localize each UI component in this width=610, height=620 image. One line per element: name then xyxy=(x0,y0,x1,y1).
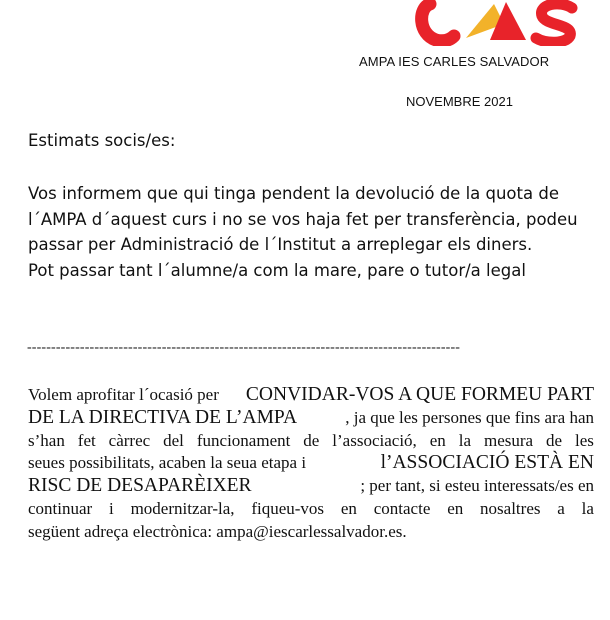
paragraph-line xyxy=(28,452,594,475)
paragraph-line: Pot passar tant l´alumne/a com la mare, pare o tutor/a legal xyxy=(28,260,526,280)
word: nosaltres xyxy=(480,498,541,518)
emphasis-risk: RISC DE DESAPARÈIXER xyxy=(28,475,252,497)
paragraph-line xyxy=(28,384,594,407)
emphasis-invitation: CONVIDAR-VOS A QUE FORMEU PART xyxy=(245,384,594,405)
word: contacte xyxy=(373,498,431,518)
refund-notice-paragraph xyxy=(28,181,608,283)
word: continuar xyxy=(28,498,93,518)
word: la xyxy=(458,430,472,450)
word: en xyxy=(429,430,446,450)
word: les xyxy=(575,430,594,450)
logo-letter-s xyxy=(536,4,572,42)
word: en xyxy=(340,498,357,518)
logo-letter-c xyxy=(422,4,454,41)
word: fiqueu-vos xyxy=(251,498,325,518)
word: s’han xyxy=(28,430,65,450)
emphasis-association: l’ASSOCIACIÓ ESTÀ EN xyxy=(380,452,594,474)
paragraph-line xyxy=(28,498,594,521)
word: l’associació, xyxy=(332,430,417,450)
text-run: seues possibilitats, acaben la seua etapa i xyxy=(28,453,307,473)
invitation-paragraph xyxy=(28,384,594,544)
paragraph-line: Vos informem que qui tinga pendent la devolució de la quota de xyxy=(28,184,559,203)
word: càrrec xyxy=(108,430,151,450)
word: i xyxy=(109,498,114,518)
contact-email-line: següent adreça electrònica: ampa@iescarlessalvador.es. xyxy=(28,521,407,541)
document-date: NOVEMBRE 2021 xyxy=(406,94,513,109)
paragraph-line xyxy=(28,430,594,453)
word: del xyxy=(163,430,184,450)
greeting: Estimats socis/es: xyxy=(28,131,176,150)
word: de xyxy=(303,430,320,450)
word: de xyxy=(546,430,563,450)
word: modernitzar-la, xyxy=(130,498,235,518)
word: funcionament xyxy=(196,430,291,450)
emphasis-directiva: DE LA DIRECTIVA DE L’AMPA xyxy=(28,406,298,428)
paragraph-line xyxy=(28,407,594,430)
ampa-logo-icon xyxy=(410,0,580,46)
word: fet xyxy=(77,430,96,450)
word: mesura xyxy=(483,430,534,450)
text-run: Volem aprofitar l´ocasió per xyxy=(28,385,219,404)
organization-name: AMPA IES CARLES SALVADOR xyxy=(359,54,550,69)
text-run: , ja que les persones que fins ara han xyxy=(345,407,594,427)
word: en xyxy=(447,498,464,518)
paragraph-line: l´AMPA d´aquest curs i no se vos haja fet per transferència, podeu xyxy=(28,209,578,229)
word: la xyxy=(581,498,594,518)
paragraph-line xyxy=(28,475,594,498)
word: a xyxy=(557,498,565,518)
paragraph-line: passar per Administració de l´Institut a arreplegar els diners. xyxy=(28,235,533,254)
dashed-divider: ------------------------------------------------------------------------------------------ xyxy=(27,340,461,355)
text-run: ; per tant, si esteu interessats/es en xyxy=(360,476,594,496)
